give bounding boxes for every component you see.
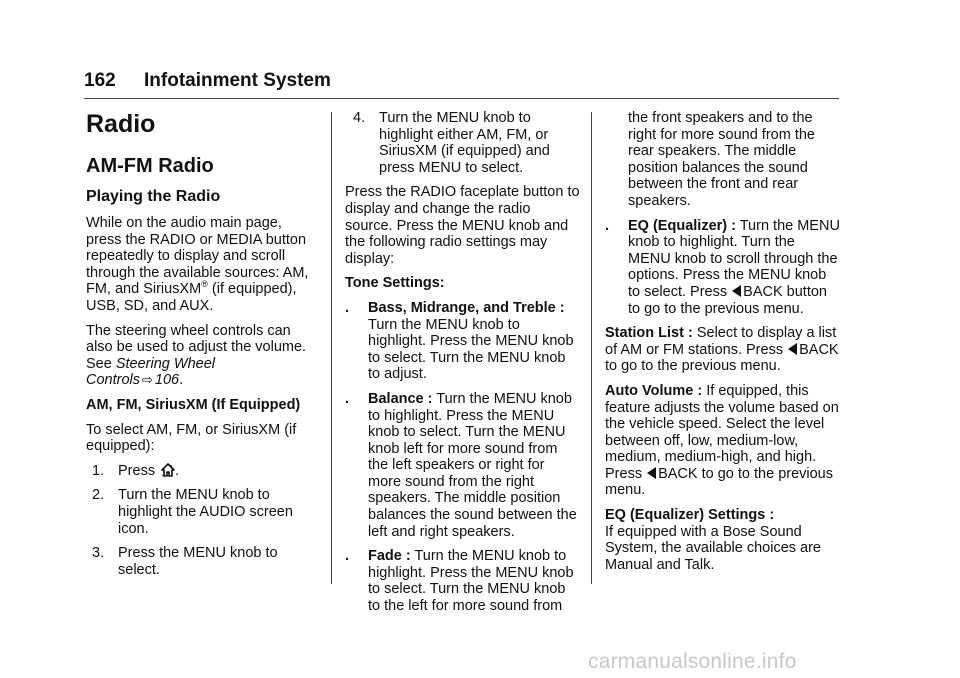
step-number: 4. [353, 110, 366, 126]
step-4-text: Turn the MENU knob to highlight either AM, FM, or SiriusXM (if equipped) and press MENU to select. [379, 110, 550, 176]
paragraph-sources-text-b: (if equipped), USB, SD, and AUX. [86, 281, 297, 314]
bullet-eq [605, 218, 841, 318]
column-2 [345, 110, 581, 623]
column-1 [86, 110, 312, 586]
subheading-tone-settings: Tone Settings: [345, 275, 445, 292]
paragraph-steering-text: The steering wheel controls can also be used to adjust the volume. See [86, 322, 307, 372]
eq-settings-label: EQ (Equalizer) Settings : [605, 507, 775, 524]
bullet-label: Balance : [368, 390, 433, 407]
watermark: carmanualsonline.info [588, 650, 797, 673]
step-1 [92, 463, 312, 480]
fade-continuation-text: the front speakers and to the right for more sound from the rear speakers. The middle position balances the sound between the front and rear speakers. [628, 110, 815, 209]
heading-am-fm-radio: AM-FM Radio [86, 155, 214, 177]
steering-wheel-controls-link[interactable]: Steering Wheel Controls [86, 355, 215, 389]
step-number: 3. [92, 545, 105, 562]
bullet-text-b: BACK button to go to the previous menu. [628, 283, 827, 317]
bullet-label: Fade : [368, 548, 411, 565]
step-number: 2. [92, 487, 105, 504]
paragraph-to-select: To select AM, FM, or SiriusXM (if equipped): [86, 421, 297, 455]
paragraph-steering-end: . [179, 372, 184, 389]
bullet-marker: . [345, 390, 350, 407]
station-list-text-a: Select to display a list of AM or FM stations. Press [605, 325, 837, 358]
column-divider-1 [331, 112, 332, 584]
bullet-label: EQ (Equalizer) : [628, 217, 736, 234]
bullet-fade [345, 548, 581, 614]
back-icon [647, 467, 656, 479]
column-divider-2 [591, 112, 592, 584]
paragraph-steering-wheel [86, 323, 312, 389]
station-list-label: Station List : [605, 325, 693, 342]
step-3-text: Press the MENU knob to select. [118, 545, 278, 578]
home-icon [161, 463, 175, 477]
paragraph-sources [86, 215, 312, 315]
paragraph-eq-settings [605, 507, 841, 573]
bullet-text: Turn the MENU knob to highlight. Press the MENU knob to select. Turn the MENU knob to adjust. [368, 316, 574, 383]
subheading-am-fm-siriusxm: AM, FM, SiriusXM (If Equipped) [86, 396, 301, 413]
step-1-text-a: Press [118, 462, 160, 479]
heading-radio: Radio [86, 110, 156, 138]
bullet-marker: . [345, 299, 350, 316]
page-header [84, 70, 838, 96]
back-icon [732, 285, 741, 297]
step-number: 1. [92, 462, 105, 479]
step-2 [92, 487, 312, 537]
section-title: Infotainment System [144, 70, 331, 91]
auto-volume-label: Auto Volume : [605, 382, 703, 399]
registered-mark: ® [201, 279, 208, 290]
eq-settings-text: If equipped with a Bose Sound System, the available choices are Manual and Talk. [605, 523, 821, 573]
page-ref-arrow-icon: ⇨ [142, 372, 153, 388]
step-1-text-b: . [175, 462, 180, 479]
bullet-label: Bass, Midrange, and Treble : [368, 299, 565, 316]
column-3 [605, 110, 841, 573]
auto-volume-text-b: BACK to go to the previous menu. [605, 465, 833, 499]
step-2-text: Turn the MENU knob to highlight the AUDIO screen icon. [118, 487, 293, 537]
heading-playing-the-radio: Playing the Radio [86, 188, 221, 205]
auto-volume-text-a: If equipped, this feature adjusts the volume based on the vehicle speed. Select the level between off, low, medium-low, medium, medium-high, and high. Press [605, 382, 839, 482]
paragraph-radio-faceplate: Press the RADIO faceplate button to display and change the radio source. Press the MENU knob and the following radio settings may display: [345, 184, 580, 267]
step-4 [353, 110, 581, 176]
bullet-balance [345, 391, 581, 540]
station-list-text-b: BACK to go to the previous menu. [605, 341, 839, 375]
paragraph-station-list [605, 325, 841, 375]
bullet-text: Turn the MENU knob to highlight. Press the MENU knob to select. Turn the MENU knob to the left for more sound from [368, 548, 574, 615]
steering-wheel-page-ref[interactable]: 106 [154, 372, 180, 389]
bullet-text: Turn the MENU knob to highlight. Press the MENU knob to select. Turn the MENU knob left for more sound from the left speakers or right for more sound from the right speakers. The middle position balances the sound between the left and right speakers. [368, 390, 577, 540]
bullet-marker: . [345, 548, 350, 565]
paragraph-sources-text-a: While on the audio main page, press the RADIO or MEDIA button repeatedly to display and scroll through the available sources: AM, FM, and SiriusXM [86, 215, 309, 298]
fade-continuation [605, 110, 841, 210]
bullet-bass-midrange-treble [345, 300, 581, 383]
back-icon [788, 343, 797, 355]
header-rule [84, 98, 839, 99]
step-3 [92, 545, 312, 578]
page-number: 162 [84, 70, 116, 91]
bullet-marker: . [605, 217, 610, 234]
bullet-text-a: Turn the MENU knob to highlight. Turn the MENU knob to scroll through the options. Press the MENU knob to select. Press [628, 217, 840, 300]
paragraph-auto-volume [605, 383, 841, 499]
